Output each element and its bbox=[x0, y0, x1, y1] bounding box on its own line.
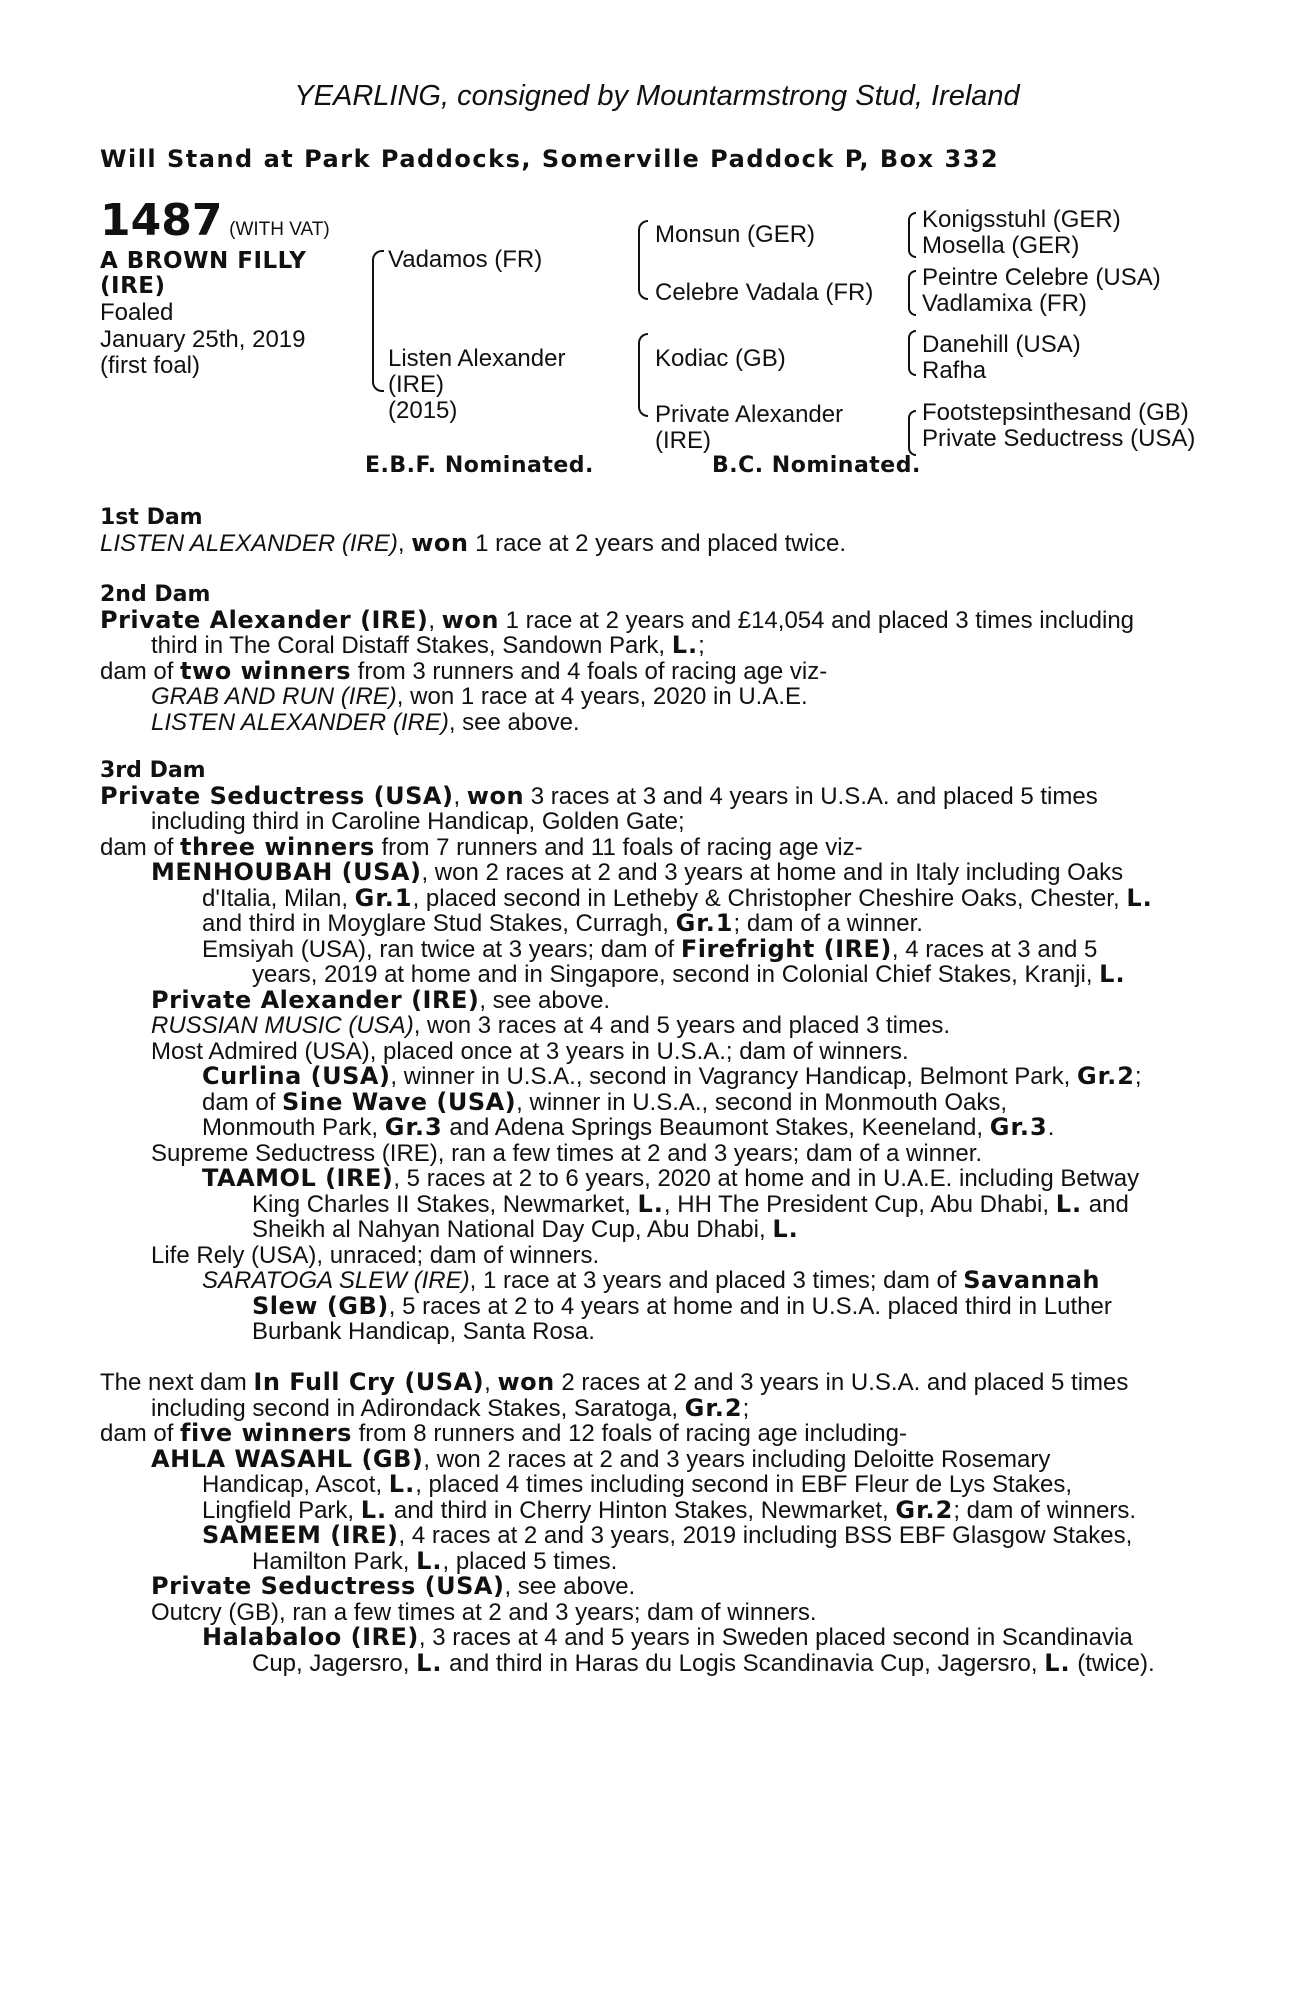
grade: L. bbox=[388, 1470, 416, 1498]
punct: ; bbox=[1134, 1063, 1142, 1090]
pedigree-brace-main bbox=[372, 250, 384, 392]
record: King Charles II Stakes, Newmarket, bbox=[252, 1190, 638, 1218]
third-dam-section bbox=[100, 758, 1205, 1345]
third-dam-line bbox=[100, 985, 1205, 1014]
third-dam-name: Private Seductress (USA) bbox=[100, 781, 454, 810]
progeny-name: TAAMOL (IRE) bbox=[202, 1164, 394, 1192]
second-dam-text: third in The Coral Distaff Stakes, Sandown Park, bbox=[151, 632, 672, 659]
sire-dam: Celebre Vadala (FR) bbox=[655, 279, 874, 306]
progeny-record: , won 1 race at 4 years, 2020 in U.A.E. bbox=[396, 683, 808, 710]
sire-dam-sire: Peintre Celebre (USA) bbox=[922, 264, 1161, 291]
record: dam of bbox=[202, 1088, 283, 1116]
grade: Gr.1 bbox=[354, 883, 413, 912]
pedigree-brace-ss bbox=[908, 212, 916, 258]
progeny-name: Savannah bbox=[963, 1266, 1100, 1294]
grade: Gr.1 bbox=[675, 909, 734, 937]
third-dam-line bbox=[100, 832, 1205, 861]
progeny-name: GRAB AND RUN (IRE) bbox=[151, 683, 397, 710]
grade: Gr.2 bbox=[895, 1495, 954, 1524]
ebf-nominated: E.B.F. Nominated. bbox=[365, 453, 594, 478]
next-dam-line bbox=[100, 1370, 1205, 1396]
progeny-name: SAMEEM (IRE) bbox=[202, 1521, 399, 1549]
grade: L. bbox=[416, 1546, 443, 1575]
record: , placed second in Letheby & Christopher Cheshire Oaks, Chester, bbox=[412, 884, 1127, 912]
second-dam-won: won bbox=[441, 605, 499, 634]
winners-count: five winners bbox=[180, 1419, 352, 1447]
punct: . bbox=[1047, 1114, 1055, 1141]
third-dam-line bbox=[100, 1141, 1205, 1167]
first-dam-line bbox=[100, 528, 1205, 557]
record: and Adena Springs Beaumont Stakes, Keeneland, bbox=[442, 1114, 990, 1141]
next-dam-line bbox=[100, 1648, 1205, 1677]
progeny-record: , won 2 races at 2 and 3 years at home and in Italy including Oaks bbox=[421, 859, 1124, 886]
progeny-name: Halabaloo (IRE) bbox=[202, 1623, 419, 1651]
bc-nominated: B.C. Nominated. bbox=[712, 453, 921, 478]
dam-dam-dam: Private Seductress (USA) bbox=[922, 425, 1196, 452]
next-dam-line bbox=[100, 1523, 1205, 1549]
third-dam-line bbox=[100, 860, 1205, 886]
grade: L. bbox=[637, 1189, 664, 1218]
next-dam-line bbox=[100, 1444, 1205, 1473]
second-dam-runners: from 3 runners and 4 foals of racing age viz- bbox=[351, 657, 828, 685]
first-dam-heading: 1st Dam bbox=[100, 505, 203, 530]
record: Hamilton Park, bbox=[252, 1547, 417, 1575]
pedigree-brace-dam bbox=[638, 333, 648, 417]
next-dam-line bbox=[100, 1421, 1205, 1447]
grade: Gr.2 bbox=[684, 1393, 743, 1422]
third-dam-heading: 3rd Dam bbox=[100, 758, 206, 783]
grade: L. bbox=[1099, 960, 1126, 988]
next-dam-line bbox=[100, 1546, 1205, 1575]
third-dam-line bbox=[100, 1039, 1205, 1065]
sep: , bbox=[453, 782, 467, 810]
record: Handicap, Ascot, bbox=[202, 1471, 389, 1498]
third-dam-line bbox=[100, 781, 1205, 810]
second-dam-winners: two winners bbox=[180, 656, 352, 685]
progeny-name: Private Seductress (USA) bbox=[151, 1572, 505, 1600]
dam-year: (2015) bbox=[388, 397, 458, 424]
second-dam-grade: L. bbox=[671, 631, 699, 659]
progeny-name: AHLA WASAHL (GB) bbox=[151, 1444, 424, 1473]
record: including second in Adirondack Stakes, Saratoga, bbox=[151, 1394, 685, 1422]
dam-dam-country: (IRE) bbox=[655, 427, 711, 454]
next-dam-line bbox=[100, 1574, 1205, 1600]
record: , 3 races at 4 and 5 years in Sweden placed second in Scandinavia bbox=[418, 1624, 1133, 1651]
record: and bbox=[1082, 1190, 1129, 1218]
next-dam-name: In Full Cry (USA) bbox=[253, 1368, 485, 1396]
consignment-heading: YEARLING, consigned by Mountarmstrong Stud, Ireland bbox=[294, 80, 1020, 112]
dam-dam-sire: Footstepsinthesand (GB) bbox=[922, 399, 1189, 426]
lot-description: A BROWN FILLY bbox=[100, 247, 307, 274]
dam-dam: Private Alexander bbox=[655, 401, 844, 428]
third-dam-line bbox=[100, 1291, 1205, 1320]
dam-country: (IRE) bbox=[388, 371, 444, 398]
progeny-name: MENHOUBAH (USA) bbox=[151, 858, 422, 886]
next-dam-line bbox=[100, 1625, 1205, 1651]
sire-sire-dam: Mosella (GER) bbox=[922, 232, 1080, 259]
second-dam-line-4 bbox=[100, 684, 1205, 710]
record: Monmouth Park, bbox=[202, 1114, 385, 1141]
lot-block bbox=[100, 195, 330, 379]
dam-of: dam of bbox=[100, 1420, 181, 1447]
first-dam-name: LISTEN ALEXANDER (IRE) bbox=[100, 529, 398, 557]
progeny-name: Curlina (USA) bbox=[202, 1062, 391, 1090]
sep: , bbox=[484, 1369, 498, 1396]
record: , see above. bbox=[504, 1573, 636, 1600]
lot-number: 1487 bbox=[100, 195, 223, 246]
sire-dam-dam: Vadlamixa (FR) bbox=[922, 290, 1087, 317]
third-dam-line bbox=[100, 1166, 1205, 1192]
record: years, 2019 at home and in Singapore, second in Colonial Chief Stakes, Kranji, bbox=[252, 961, 1100, 988]
runners: from 7 runners and 11 foals of racing age viz- bbox=[374, 833, 863, 861]
record: 2 races at 2 and 3 years in U.S.A. and placed 5 times bbox=[554, 1369, 1129, 1396]
lot-description-country: (IRE) bbox=[100, 273, 166, 299]
second-dam-line-5 bbox=[100, 710, 1205, 736]
grade: L. bbox=[772, 1215, 799, 1243]
grade: L. bbox=[360, 1495, 388, 1524]
grade: L. bbox=[1044, 1648, 1071, 1677]
record: The next dam bbox=[100, 1369, 254, 1396]
record: , see above. bbox=[479, 986, 611, 1014]
pedigree-brace-sire bbox=[638, 220, 648, 300]
record: , 5 races at 2 to 4 years at home and in U.S.A. placed third in Luther bbox=[388, 1292, 1112, 1320]
third-dam-line bbox=[100, 1064, 1205, 1090]
second-dam-record: 1 race at 2 years and £14,054 and placed 3 times including bbox=[498, 606, 1135, 634]
second-dam-line-1 bbox=[100, 605, 1205, 634]
second-dam-sep: , bbox=[428, 606, 442, 634]
record: , 5 races at 2 to 6 years, 2020 at home and in U.A.E. including Betway bbox=[393, 1165, 1140, 1192]
progeny-name: SARATOGA SLEW (IRE) bbox=[202, 1267, 470, 1294]
second-dam-punct: ; bbox=[698, 632, 705, 659]
third-dam-line bbox=[100, 1319, 1205, 1345]
first-dam-record: 1 race at 2 years and placed twice. bbox=[468, 529, 846, 557]
record: 3 races at 3 and 4 years in U.S.A. and placed 5 times bbox=[524, 782, 1098, 810]
record: , won 2 races at 2 and 3 years including Deloitte Rosemary bbox=[423, 1445, 1051, 1473]
third-dam-line bbox=[100, 1115, 1205, 1141]
dam-sire-sire: Danehill (USA) bbox=[922, 331, 1081, 358]
sire-sire-sire: Konigsstuhl (GER) bbox=[922, 206, 1121, 233]
first-dam-won: won bbox=[411, 528, 469, 557]
record: , HH The President Cup, Abu Dhabi, bbox=[663, 1190, 1056, 1218]
record: Outcry (GB), ran a few times at 2 and 3 years; dam of winners. bbox=[151, 1598, 817, 1626]
grade: Gr.3 bbox=[384, 1113, 443, 1141]
third-dam-line bbox=[100, 1087, 1205, 1116]
progeny-name: Private Alexander (IRE) bbox=[151, 985, 480, 1014]
record: , won 3 races at 4 and 5 years and placed 3 times. bbox=[413, 1012, 950, 1039]
won: won bbox=[497, 1368, 555, 1396]
record: Supreme Seductress (IRE), ran a few times at 2 and 3 years; dam of a winner. bbox=[151, 1139, 983, 1167]
first-dam-section bbox=[100, 505, 1205, 556]
sire-name: Vadamos (FR) bbox=[388, 246, 543, 273]
record: (twice). bbox=[1070, 1649, 1155, 1677]
foaled-label: Foaled bbox=[100, 298, 174, 326]
record: and third in Moyglare Stud Stakes, Curragh, bbox=[202, 910, 676, 937]
pedigree-brace-dd bbox=[908, 410, 916, 456]
next-dam-line bbox=[100, 1472, 1205, 1498]
third-dam-line bbox=[100, 1217, 1205, 1243]
record: Sheikh al Nahyan National Day Cup, Abu Dhabi, bbox=[252, 1216, 773, 1243]
record: Lingfield Park, bbox=[202, 1496, 361, 1524]
dam-name: Listen Alexander bbox=[388, 345, 566, 372]
third-dam-line bbox=[100, 934, 1205, 963]
record: Life Rely (USA), unraced; dam of winners. bbox=[151, 1241, 600, 1269]
third-dam-line bbox=[100, 1189, 1205, 1218]
record: including third in Caroline Handicap, Golden Gate; bbox=[151, 808, 685, 835]
grade: L. bbox=[1055, 1189, 1083, 1218]
next-dam-line bbox=[100, 1393, 1205, 1422]
third-dam-line bbox=[100, 883, 1205, 912]
second-dam-line-2 bbox=[100, 633, 1205, 659]
record: ; dam of winners. bbox=[953, 1496, 1137, 1524]
pedigree-brace-sd bbox=[908, 270, 916, 316]
second-dam-dam-of: dam of bbox=[100, 657, 181, 685]
second-dam-name: Private Alexander (IRE) bbox=[100, 605, 429, 634]
record: , winner in U.S.A., second in Vagrancy Handicap, Belmont Park, bbox=[390, 1063, 1077, 1090]
record: and third in Haras du Logis Scandinavia Cup, Jagersro, bbox=[442, 1649, 1045, 1677]
third-dam-line bbox=[100, 1268, 1205, 1294]
next-dam-line bbox=[100, 1600, 1205, 1626]
grade: Gr.2 bbox=[1076, 1062, 1135, 1090]
progeny-name: RUSSIAN MUSIC (USA) bbox=[151, 1012, 414, 1039]
progeny-name: LISTEN ALEXANDER (IRE) bbox=[151, 708, 449, 736]
third-dam-line bbox=[100, 911, 1205, 937]
record: , 4 races at 2 and 3 years, 2019 including BSS EBF Glasgow Stakes, bbox=[398, 1522, 1133, 1549]
record: and third in Cherry Hinton Stakes, Newmarket, bbox=[387, 1496, 896, 1524]
dam-of: dam of bbox=[100, 833, 181, 861]
record: , placed 4 times including second in EBF Fleur de Lys Stakes, bbox=[415, 1471, 1072, 1498]
grade: Gr.3 bbox=[989, 1113, 1048, 1141]
progeny-record: , see above. bbox=[448, 708, 580, 736]
sire-sire: Monsun (GER) bbox=[655, 221, 816, 248]
progeny-name: Firefright (IRE) bbox=[680, 934, 892, 963]
location-heading: Will Stand at Park Paddocks, Somerville Paddock P, Box 332 bbox=[100, 145, 1000, 173]
record: , 1 race at 3 years and placed 3 times; dam of bbox=[469, 1267, 964, 1294]
record: d'Italia, Milan, bbox=[202, 884, 355, 912]
second-dam-section bbox=[100, 582, 1205, 735]
second-dam-line-3 bbox=[100, 656, 1205, 685]
next-dam-line bbox=[100, 1495, 1205, 1524]
pedigree-brace-ds bbox=[908, 330, 916, 376]
progeny-name: Slew (GB) bbox=[252, 1291, 389, 1320]
record: , 4 races at 3 and 5 bbox=[891, 935, 1098, 963]
third-dam-line bbox=[100, 809, 1205, 835]
record: , placed 5 times. bbox=[442, 1547, 618, 1575]
grade: L. bbox=[1126, 883, 1153, 912]
record: , winner in U.S.A., second in Monmouth Oaks, bbox=[516, 1088, 1008, 1116]
foaled-date: January 25th, 2019 bbox=[100, 326, 306, 353]
progeny-name: Sine Wave (USA) bbox=[282, 1087, 517, 1116]
record: Most Admired (USA), placed once at 3 years in U.S.A.; dam of winners. bbox=[151, 1037, 909, 1065]
runners: from 8 runners and 12 foals of racing age including- bbox=[351, 1420, 907, 1447]
winners-count: three winners bbox=[180, 832, 375, 861]
second-dam-heading: 2nd Dam bbox=[100, 582, 211, 607]
dam-sire: Kodiac (GB) bbox=[655, 345, 786, 372]
third-dam-line bbox=[100, 1243, 1205, 1269]
next-dam-section bbox=[100, 1370, 1205, 1676]
first-dam-sep: , bbox=[397, 529, 412, 557]
record: ; dam of a winner. bbox=[733, 910, 923, 937]
record: Emsiyah (USA), ran twice at 3 years; dam of bbox=[202, 935, 681, 963]
dam-sire-dam: Rafha bbox=[922, 357, 987, 384]
grade: L. bbox=[416, 1648, 443, 1677]
record: Cup, Jagersro, bbox=[252, 1649, 417, 1677]
foal-note: (first foal) bbox=[100, 351, 201, 379]
third-dam-line bbox=[100, 962, 1205, 988]
punct: ; bbox=[742, 1394, 750, 1422]
vat-label: (WITH VAT) bbox=[229, 219, 330, 240]
won: won bbox=[466, 781, 525, 810]
record: Burbank Handicap, Santa Rosa. bbox=[252, 1318, 595, 1345]
third-dam-line bbox=[100, 1013, 1205, 1039]
